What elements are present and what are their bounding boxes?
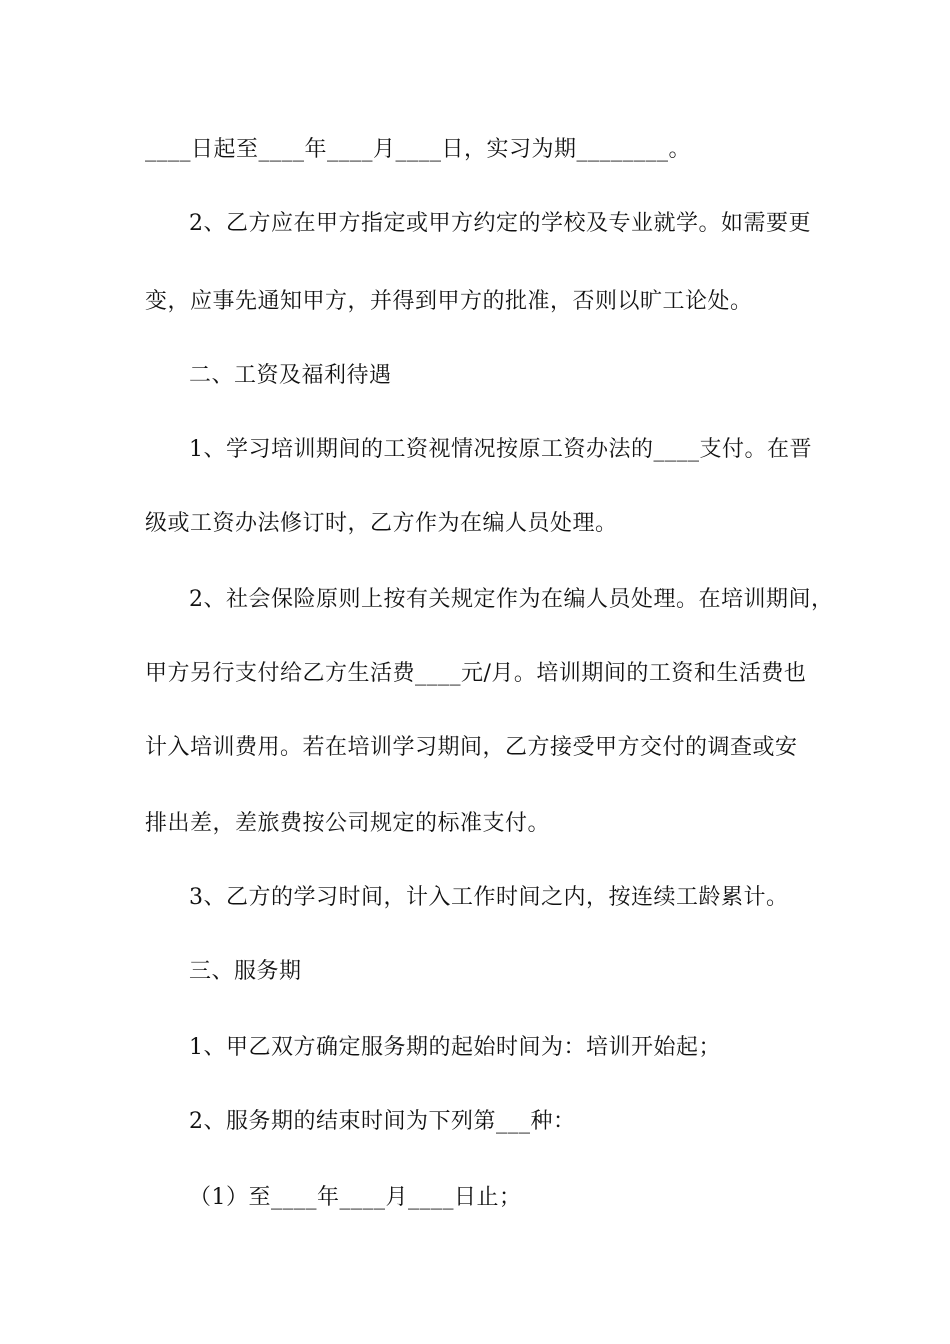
text-line-15: （1）至____年____月____日止； [189,1185,522,1210]
text-line-7: 2、社会保险原则上按有关规定作为在编人员处理。在培训期间， [189,587,834,612]
text-line-3: 变，应事先通知甲方，并得到甲方的批准，否则以旷工论处。 [145,289,753,314]
section-heading-3: 三、服务期 [189,959,302,984]
text-line-1: ____日起至____年____月____日，实习为期________。 [145,137,692,162]
text-line-9: 计入培训费用。若在培训学习期间，乙方接受甲方交付的调查或安 [145,735,798,760]
section-heading-2: 二、工资及福利待遇 [189,363,392,388]
text-line-11: 3、乙方的学习时间，计入工作时间之内，按连续工龄累计。 [189,885,789,910]
text-line-10: 排出差，差旅费按公司规定的标准支付。 [145,811,551,836]
text-line-5: 1、学习培训期间的工资视情况按原工资办法的____支付。在晋 [189,437,812,462]
text-line-6: 级或工资办法修订时，乙方作为在编人员处理。 [145,511,618,536]
text-line-13: 1、甲乙双方确定服务期的起始时间为：培训开始起； [189,1035,721,1060]
text-line-2: 2、乙方应在甲方指定或甲方约定的学校及专业就学。如需要更 [189,211,811,236]
text-line-14: 2、服务期的结束时间为下列第___种： [189,1109,576,1134]
text-line-8: 甲方另行支付给乙方生活费____元/月。培训期间的工资和生活费也 [145,661,807,686]
